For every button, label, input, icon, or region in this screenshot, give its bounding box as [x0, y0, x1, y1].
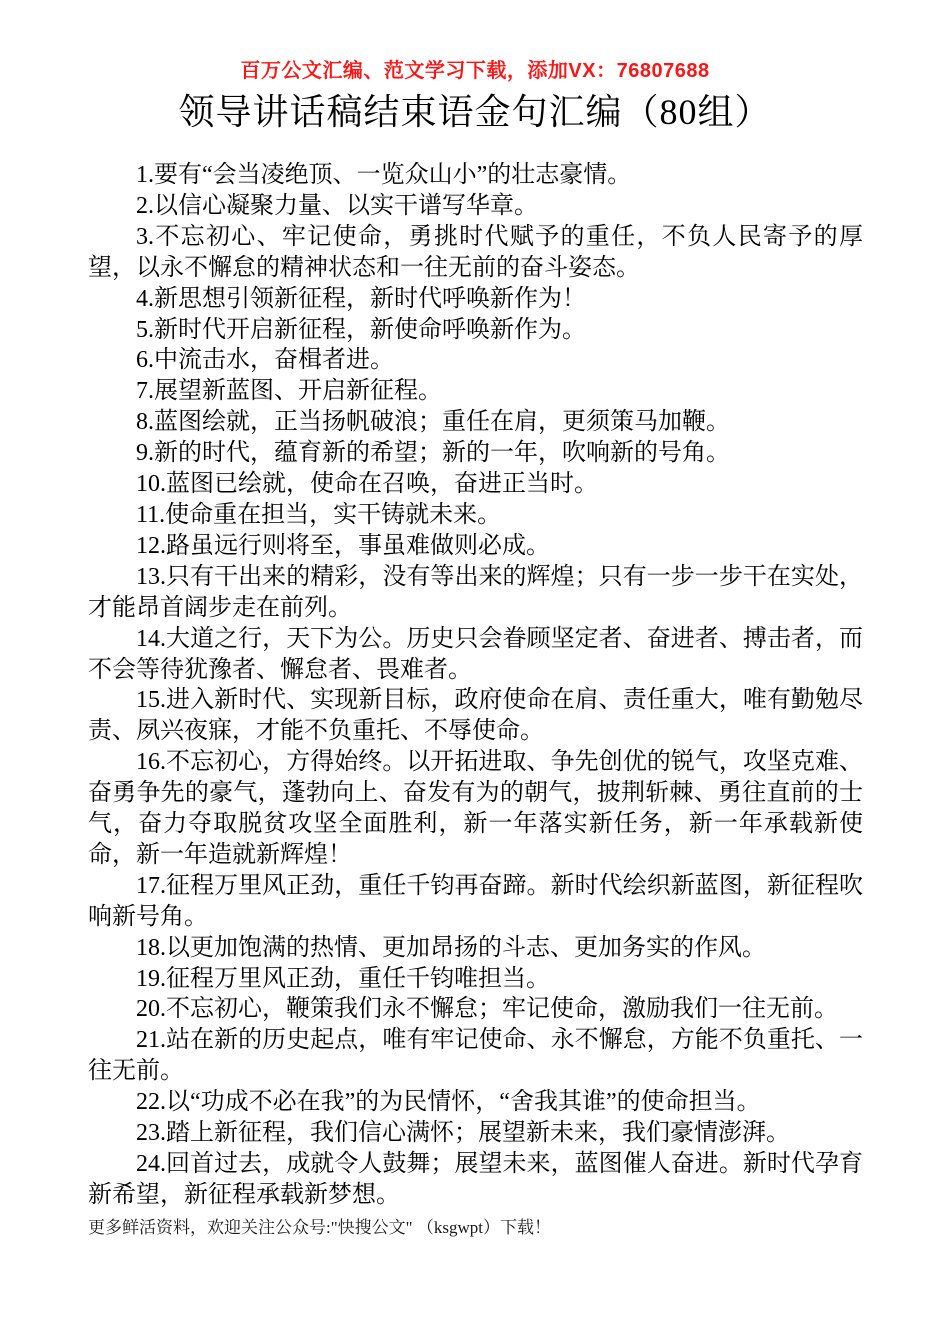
item-text: 进入新时代、实现新目标，政府使命在肩、责任重大，唯有勤勉尽责、夙兴夜寐，才能不负重托、不辱使命。 [88, 687, 863, 745]
list-item [88, 871, 863, 933]
item-text: 中流击水，奋楫者进。 [154, 347, 394, 374]
item-marker: 11. [136, 501, 166, 528]
item-marker: 10. [136, 471, 166, 498]
item-text: 路虽远行则将至，事虽难做则必成。 [166, 532, 550, 559]
item-text: 使命重在担当，实干铸就未来。 [165, 501, 502, 528]
item-marker: 8. [136, 409, 154, 436]
list-item [88, 685, 863, 747]
list-item [88, 1025, 863, 1087]
item-marker: 18. [136, 934, 166, 961]
item-marker: 5. [136, 316, 154, 343]
item-text: 征程万里风正劲，重任千钧再奋蹄。新时代绘织新蓝图，新征程吹响新号角。 [88, 872, 863, 930]
item-text: 新思想引领新征程，新时代呼唤新作为！ [154, 285, 586, 312]
item-marker: 17. [136, 872, 166, 899]
list-item [88, 407, 863, 438]
page-title: 领导讲话稿结束语金句汇编（80组） [178, 92, 772, 132]
list-item [88, 284, 863, 315]
list-item [88, 160, 863, 191]
item-text: 新的时代，蕴育新的希望；新的一年，吹响新的号角。 [154, 440, 730, 467]
list-item [88, 964, 863, 995]
item-marker: 13. [136, 563, 166, 590]
item-text: 蓝图已绘就，使命在召唤，奋进正当时。 [166, 471, 598, 498]
list-item [88, 994, 863, 1025]
list-item [88, 469, 863, 500]
list-item [88, 624, 863, 686]
item-marker: 22. [136, 1089, 166, 1116]
list-item [88, 531, 863, 562]
item-text: 站在新的历史起点，唯有牢记使命、永不懈怠，方能不负重托、一往无前。 [88, 1027, 863, 1085]
item-text: 以“功成不必在我”的为民情怀，“舍我其谁”的使命担当。 [166, 1089, 761, 1116]
list-item [88, 1118, 863, 1149]
item-text: 征程万里风正劲，重任千钧唯担当。 [166, 965, 550, 992]
list-item [88, 1087, 863, 1118]
item-marker: 19. [136, 965, 166, 992]
item-marker: 12. [136, 532, 166, 559]
list-item [88, 500, 863, 531]
item-marker: 20. [136, 996, 166, 1023]
item-marker: 6. [136, 347, 154, 374]
item-text: 蓝图绘就，正当扬帆破浪；重任在肩，更须策马加鞭。 [154, 409, 730, 436]
item-marker: 2. [136, 192, 154, 219]
quote-list [88, 160, 863, 1211]
item-text: 不忘初心，方得始终。以开拓进取、争先创优的锐气，攻坚克难、奋勇争先的豪气，蓬勃向上、奋发有为的朝气，披荆斩棘、勇往直前的士气，奋力夺取脱贫攻坚全面胜利，新一年落实新任务，新一年承载新使命，新一年造就新辉煌！ [88, 749, 863, 868]
list-item [88, 191, 863, 222]
list-item [88, 438, 863, 469]
item-marker: 21. [136, 1027, 166, 1054]
item-marker: 15. [136, 687, 166, 714]
list-item [88, 345, 863, 376]
item-text: 回首过去，成就令人鼓舞；展望未来，蓝图催人奋进。新时代孕育新希望，新征程承载新梦想。 [88, 1151, 863, 1208]
item-text: 不忘初心、牢记使命，勇挑时代赋予的重任，不负人民寄予的厚望，以永不懈怠的精神状态和一往无前的奋斗姿态。 [88, 223, 863, 281]
item-marker: 3. [136, 223, 154, 250]
item-marker: 24. [136, 1151, 166, 1177]
item-text: 不忘初心，鞭策我们永不懈怠；牢记使命，激励我们一往无前。 [166, 996, 838, 1023]
list-item [88, 1149, 863, 1211]
footer-note: 更多鲜活资料，欢迎关注公众号:"快搜公文" （ksgwpt）下载！ [88, 1217, 551, 1237]
item-text: 以信心凝聚力量、以实干谱写华章。 [154, 192, 538, 219]
item-text: 只有干出来的精彩，没有等出来的辉煌；只有一步一步干在实处，才能昂首阔步走在前列。 [88, 563, 863, 621]
item-text: 踏上新征程，我们信心满怀；展望新未来，我们豪情澎湃。 [166, 1120, 790, 1147]
item-text: 新时代开启新征程，新使命呼唤新作为。 [154, 316, 586, 343]
list-item [88, 315, 863, 346]
item-marker: 9. [136, 440, 154, 467]
item-marker: 4. [136, 285, 154, 312]
list-item [88, 747, 863, 871]
list-item [88, 376, 863, 407]
item-marker: 7. [136, 378, 154, 405]
list-item [88, 562, 863, 624]
list-item [88, 933, 863, 964]
item-text: 展望新蓝图、开启新征程。 [154, 378, 442, 405]
item-text: 要有“会当凌绝顶、一览众山小”的壮志豪情。 [154, 162, 632, 188]
list-item [88, 222, 863, 284]
item-marker: 14. [136, 625, 166, 652]
item-text: 以更加饱满的热情、更加昂扬的斗志、更加务实的作风。 [166, 934, 766, 961]
item-marker: 23. [136, 1120, 166, 1147]
item-text: 大道之行，天下为公。历史只会眷顾坚定者、奋进者、搏击者，而不会等待犹豫者、懈怠者、畏难者。 [88, 625, 863, 683]
promo-header-notice: 百万公文汇编、范文学习下载，添加VX：76807688 [240, 60, 710, 82]
item-marker: 1. [136, 162, 154, 188]
item-marker: 16. [136, 749, 166, 776]
